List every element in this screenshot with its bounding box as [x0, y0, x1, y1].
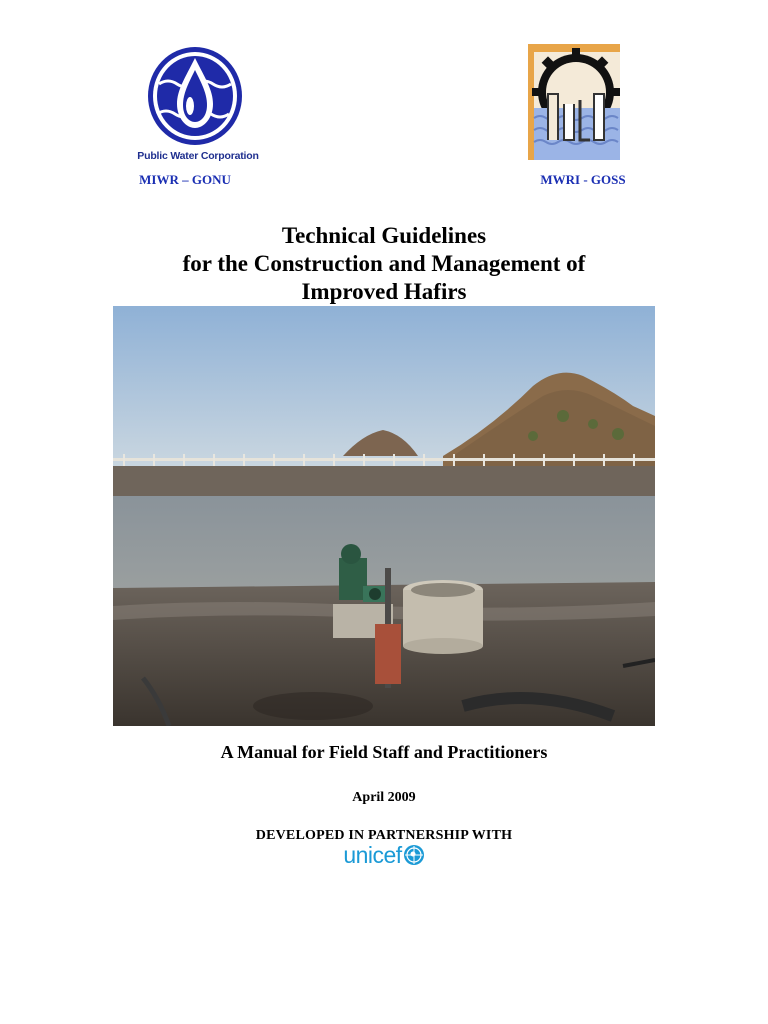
- mwri-goss-label: MWRI - GOSS: [540, 172, 626, 187]
- unicef-logo: [0, 842, 768, 869]
- document-subtitle: A Manual for Field Staff and Practitioners: [220, 742, 548, 762]
- public-water-corporation-logo: [145, 44, 245, 148]
- partnership-statement: DEVELOPED IN PARTNERSHIP WITH: [255, 828, 513, 843]
- miwr-gonu-label: MIWR – GONU: [139, 172, 231, 187]
- title-line-1: Technical Guidelines: [281, 223, 487, 248]
- document-title: [0, 222, 768, 306]
- title-line-3: Improved Hafirs: [301, 279, 467, 304]
- hafir-water-pump-photo: [113, 306, 655, 726]
- unicef-globe-icon: [403, 844, 425, 866]
- mwri-logo: [528, 44, 620, 160]
- title-line-2: for the Construction and Management of: [182, 251, 586, 276]
- logo-caption: Public Water Corporation: [137, 150, 259, 162]
- unicef-wordmark: unicef: [343, 842, 402, 868]
- publication-date: April 2009: [352, 790, 416, 805]
